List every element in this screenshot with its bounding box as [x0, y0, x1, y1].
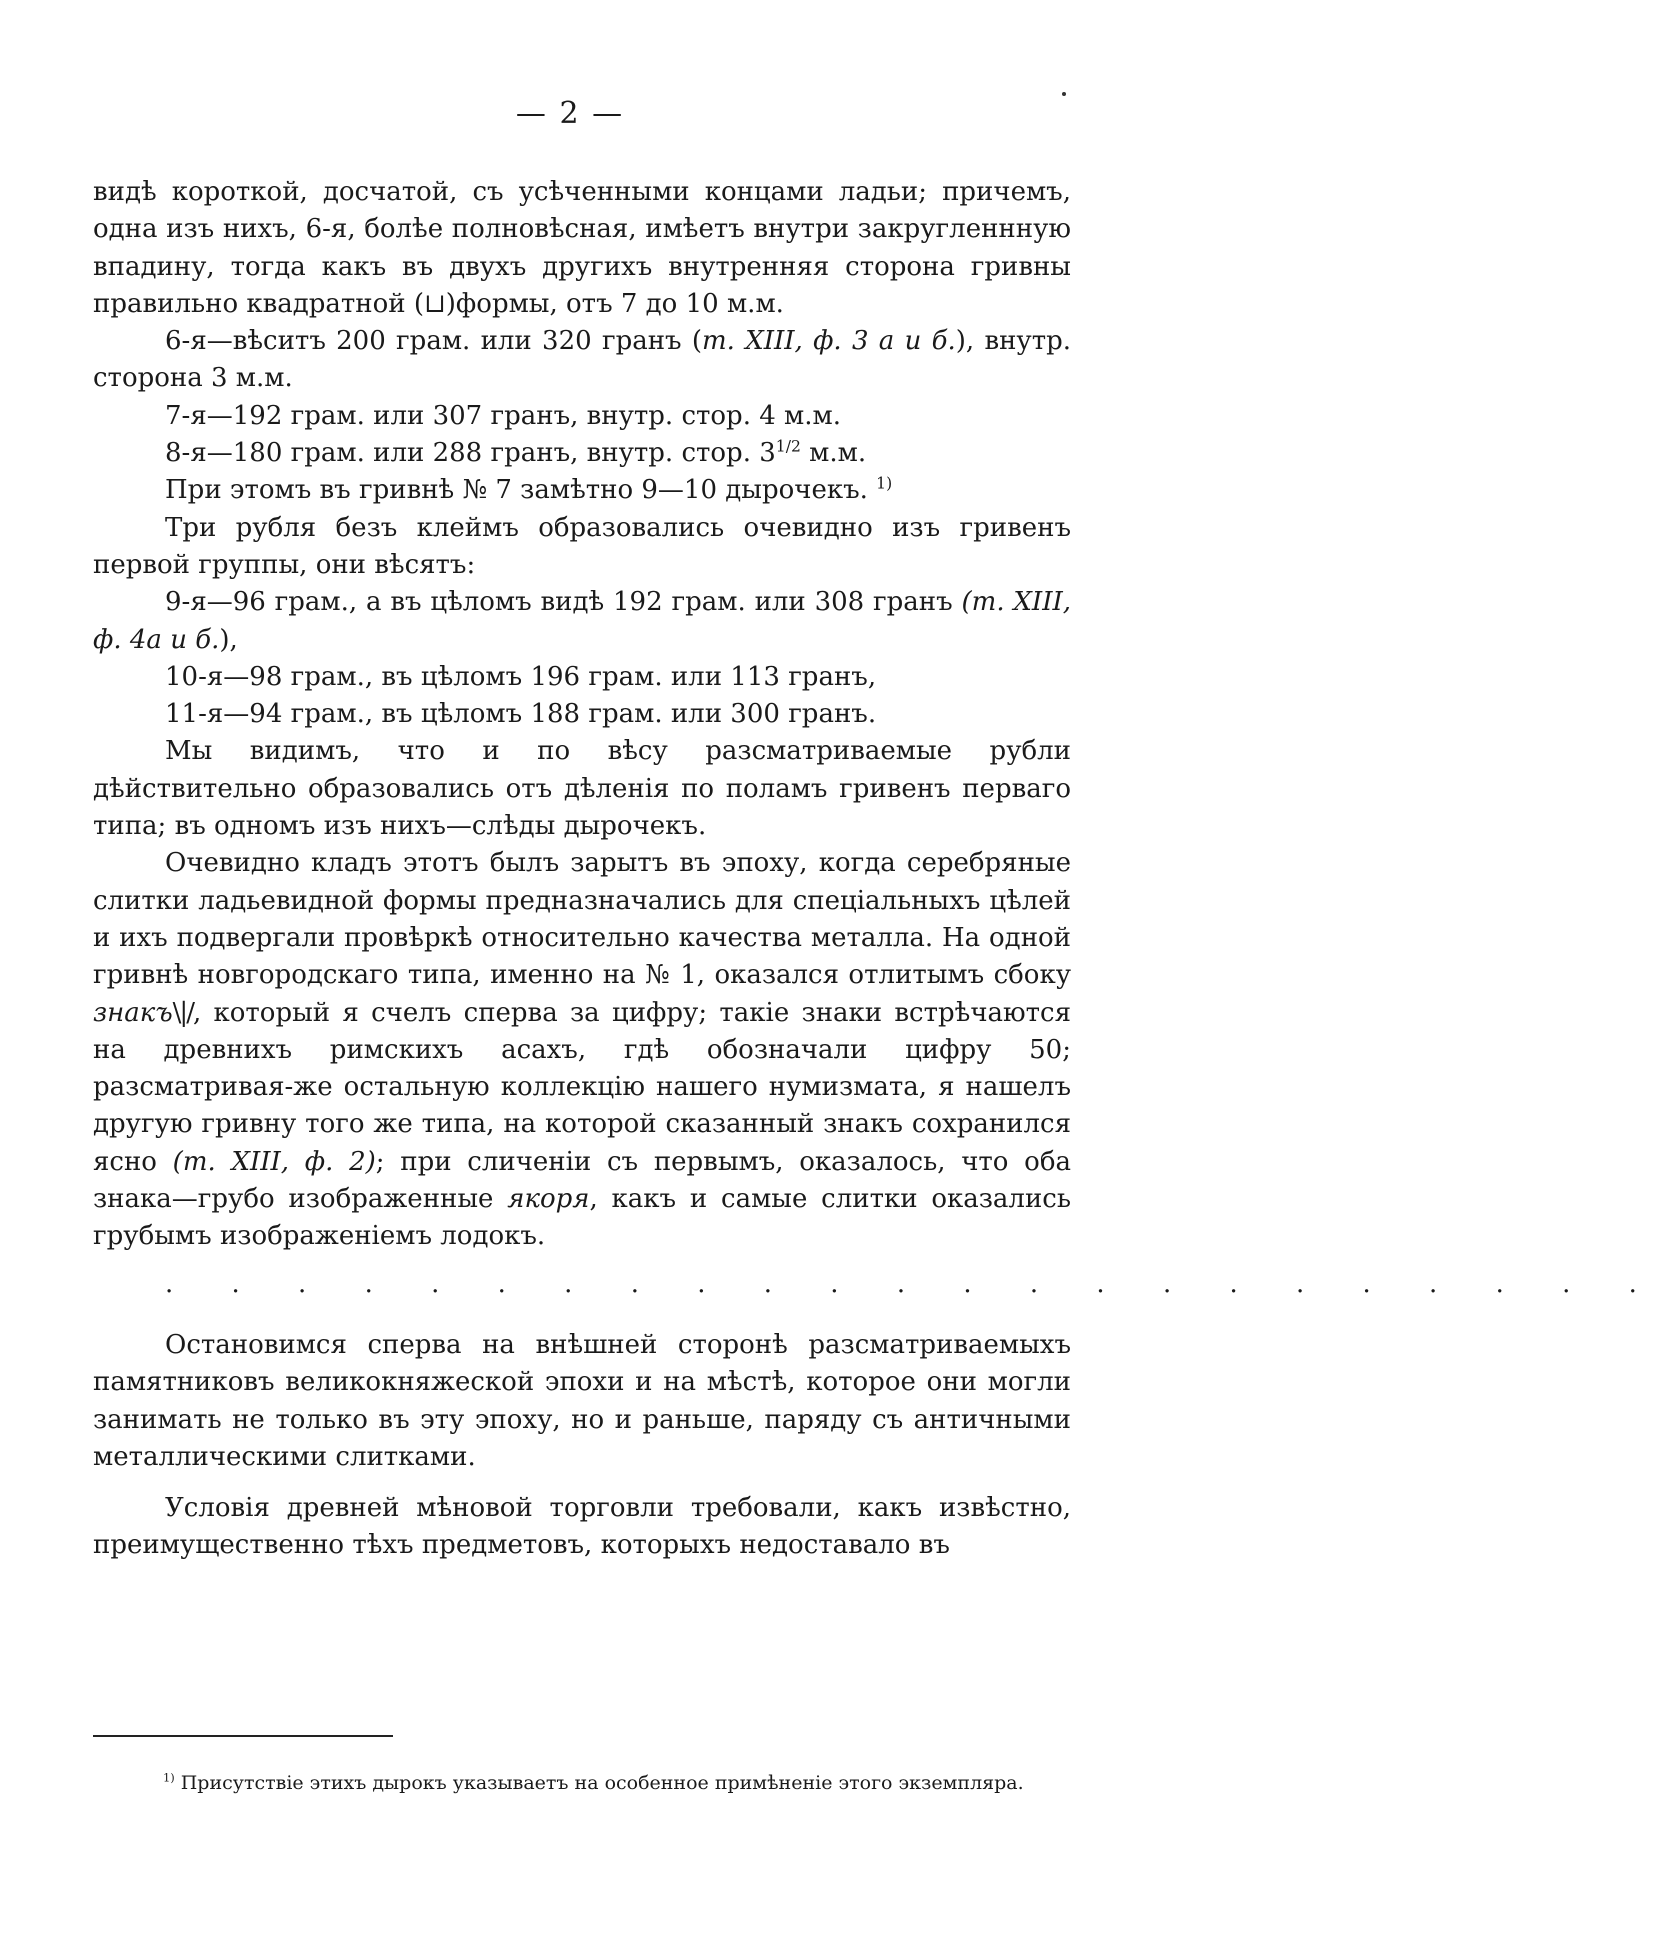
footnote-marker: 1) [163, 1770, 175, 1785]
footnote-text: Присутствіе этихъ дырокъ указываетъ на особенное примѣненіе этого экземпляра. [174, 1772, 1024, 1794]
paragraph-holes: При этомъ въ гривнѣ № 7 замѣтно 9—10 дырочекъ. $^{1)}$ [165, 474, 893, 506]
anchor-sign-icon: \|/ [172, 997, 193, 1028]
paragraph-external-side: Остановимся сперва на внѣшней сторонѣ разсматриваемыхъ памятниковъ великокняжеской эпохи и на мѣстѣ, которое они могли занимать не только въ эту эпоху, но и раньше, паряду съ античными металлическими слитками. [93, 1329, 1071, 1472]
sign-word: знакъ [93, 997, 173, 1028]
paragraph-continuation: видѣ короткой, досчатой, съ усѣченными концами ладьи; причемъ, одна изъ нихъ, 6-я, болѣе полновѣсная, имѣетъ внутри закругленнную впадину, тогда какъ въ двухъ другихъ внутренняя сторона гривны правильно квадратной (⊔)формы, отъ 7 до 10 м.м. [93, 177, 1071, 319]
paragraph-grivna-9: 9-я—96 грам., а въ цѣломъ видѣ 192 грам. или 308 гранъ (т. XIII, ф. 4а и б.), [93, 587, 1071, 655]
table-reference: (т. XIII, ф. 2) [172, 1146, 376, 1177]
table-reference: (т. XIII, ф. 4а и б. [93, 587, 1071, 655]
page-number: — 2 — [515, 96, 625, 131]
paragraph-hoard: Очевидно кладъ этотъ былъ зарытъ въ эпоху, когда серебряные слитки ладьевидной формы предназначались для спеціальныхъ цѣлей и ихъ подвергали провѣркѣ относительно качества металла. На одной гривнѣ новгородскаго типа, именно на № 1, оказался отлитымъ сбоку знакъ\|/, который я счелъ сперва за цифру; такіе знаки встрѣчаются на древнихъ римскихъ асахъ, гдѣ обозначали цифру 50; разсматривая-же остальную коллекцію нашего нумизмата, я нашелъ другую гривну того же типа, на которой сказанный знакъ сохранился ясно (т. XIII, ф. 2); при сличеніи съ первымъ, оказалось, что оба знака—грубо изображенные якоря, какъ и самые слитки оказались грубымъ изображеніемъ лодокъ. [93, 848, 1071, 1252]
print-speck [1062, 92, 1066, 96]
paragraph-grivna-6: 6-я—вѣситъ 200 грам. или 320 гранъ (т. XIII, ф. 3 а и б.), внутр. сторона 3 м.м. [93, 326, 1071, 394]
paragraph-grivna-7: 7-я—192 грам. или 307 гранъ, внутр. стор. 4 м.м. [165, 400, 842, 431]
footnote [93, 1768, 1071, 1798]
main-text [93, 174, 1662, 1565]
table-reference: т. XIII, ф. 3 а и б. [702, 326, 956, 357]
anchor-word: якоря [507, 1184, 590, 1215]
section-dots: · · · · · · · · · · · · · · · · · · · · · · · [165, 1276, 1662, 1307]
paragraph-grivna-11: 11-я—94 грам., въ цѣломъ 188 грам. или 300 гранъ. [165, 699, 877, 730]
paragraph-trade: Условія древней мѣновой торговли требовали, какъ извѣстно, преимущественно тѣхъ предметовъ, которыхъ недоставало въ [93, 1493, 1071, 1561]
fraction: 1/2 [775, 437, 801, 456]
paragraph-grivna-8: 8-я—180 грам. или 288 гранъ, внутр. стор. $3^{1/2}$ м.м. [165, 437, 867, 469]
paragraph-grivna-10: 10-я—98 грам., въ цѣломъ 196 грам. или 113 гранъ, [165, 661, 877, 692]
paragraph-weight-conclusion: Мы видимъ, что и по вѣсу разсматриваемые рубли дѣйствительно образовались отъ дѣленія по поламъ гривенъ перваго типа; въ одномъ изъ нихъ—слѣды дырочекъ. [93, 736, 1071, 842]
footnote-divider [93, 1735, 393, 1737]
paragraph-three-rubles: Три рубля безъ клеймъ образовались очевидно изъ гривенъ первой группы, они вѣсятъ: [93, 512, 1071, 580]
footnote-marker: 1) [876, 474, 893, 493]
